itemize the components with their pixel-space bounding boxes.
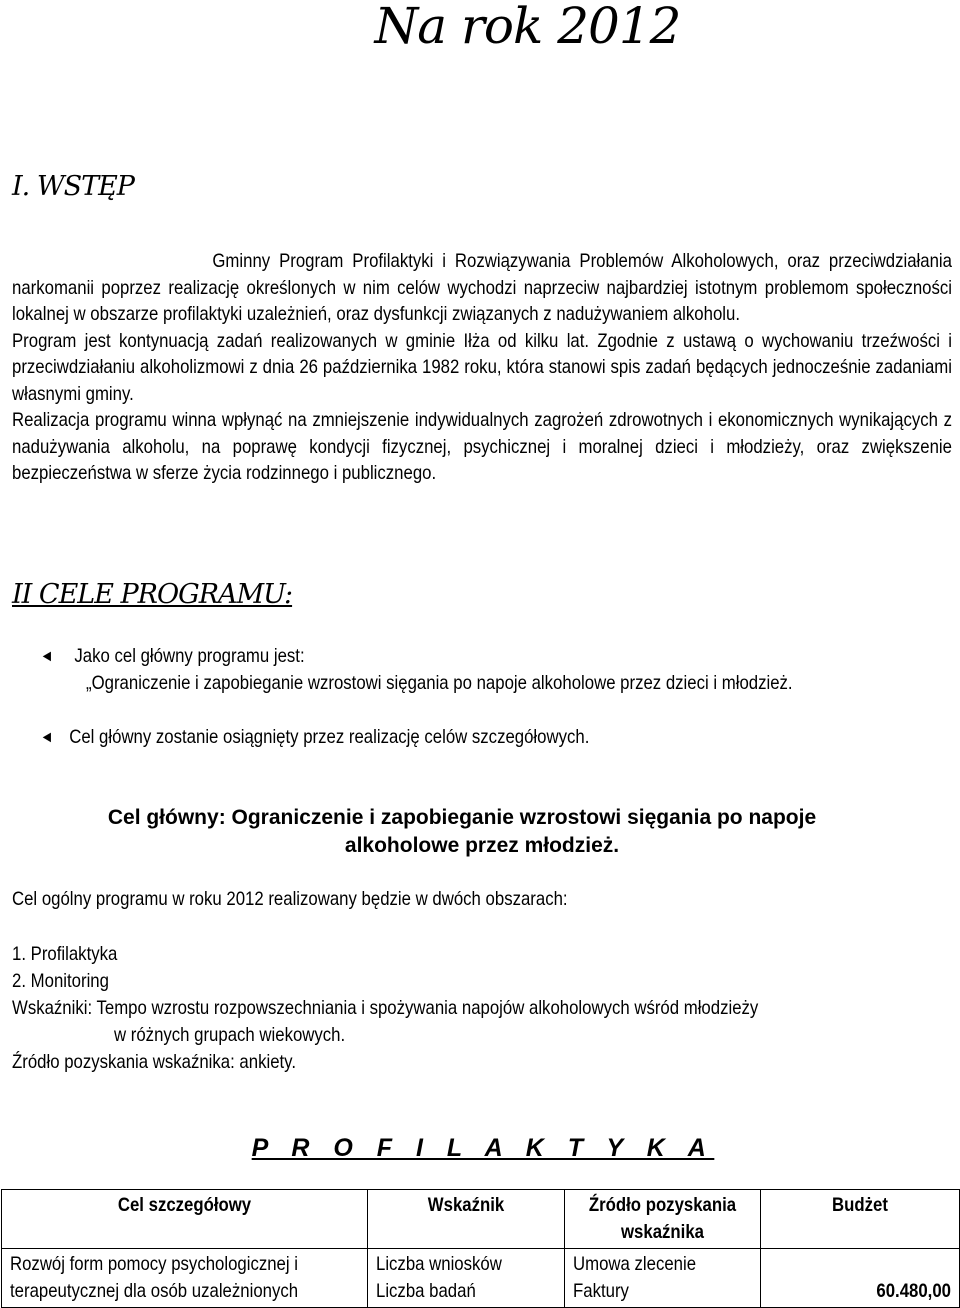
goal-bullet-2-text: Cel główny zostanie osiągnięty przez realizację celów szczegółowych. [69,726,590,748]
table-cell-indicator: Liczba wniosków Liczba badań [368,1249,565,1308]
table-cell-source: Umowa zlecenie Faktury [565,1249,761,1308]
document-title: Na rok 2012 [374,0,681,55]
table-header-cell: Cel szczegółowy [2,1190,368,1249]
intro-paragraph-1: Gminny Program Profilaktyki i Rozwiązywania Problemów Alkoholowych, oraz przeciwdziałania narkomanii poprzez realizację określonych w nim celów wychodzi naprzeciw najbardziej istotnym problemom społeczności lokalnej w obszarze profilaktyki uzależnień, oraz dysfunkcji związanych z nadużywaniem alkoholu. [12,250,952,325]
indicators-line-1: Wskaźniki: Tempo wzrostu rozpowszechniania i spożywania napojów alkoholowych wśród młodzieży [12,997,759,1019]
goal-bullet-1 [40,643,305,670]
table-header-cell: Budżet [761,1190,960,1249]
main-goal-line-1: Cel główny: Ograniczenie i zapobieganie wzrostowi sięgania po napoje [107,806,817,829]
indicator-source: Źródło pozyskania wskaźnika: ankiety. [12,1051,296,1073]
section-heading-cele: II CELE PROGRAMU: [12,579,293,610]
table-cell-goal: Rozwój form pomocy psychologicznej i terapeutycznej dla osób uzależnionych [2,1249,368,1308]
intro-text [12,248,952,487]
profilaktyka-heading: P R O F I L A K T Y K A [251,1134,715,1162]
goal-bullet-1-text: Jako cel główny programu jest: [74,645,305,667]
indicators-line-2: w różnych grupach wiekowych. [114,1024,346,1046]
table-cell-budget: 60.480,00 [761,1249,960,1308]
bullet-arrow-icon: ◄ [40,729,54,746]
area-item-1: 1. Profilaktyka [12,943,118,965]
section-heading-wstep: I. WSTĘP [12,171,134,202]
general-goal-text: Cel ogólny programu w roku 2012 realizowany będzie w dwóch obszarach: [12,888,568,910]
bullet-arrow-icon: ◄ [40,648,54,665]
main-goal-line-2: alkoholowe przez młodzież. [344,834,620,857]
goal-bullet-2 [40,724,589,751]
area-item-2: 2. Monitoring [12,970,109,992]
table-header-cell: Wskaźnik [368,1190,565,1249]
profilaktyka-table [1,1189,960,1308]
table-row [2,1249,960,1308]
intro-paragraph-3: Realizacja programu winna wpłynąć na zmniejszenie indywidualnych zagrożeń zdrowotnych i ekonomicznych wynikających z nadużywania alkoholu, na poprawę kondycji fizycznej, psychicznej i moralnej dzieci i młodzieży, oraz zwiększenie bezpieczeństwa w sferze życia rodzinnego i publicznego. [12,409,952,484]
table-header-cell: Źródło pozyskania wskaźnika [565,1190,761,1249]
table-header-row [2,1190,960,1249]
intro-paragraph-2: Program jest kontynuacją zadań realizowanych w gminie Iłża od kilku lat. Zgodnie z ustawą o wychowaniu trzeźwości i przeciwdziałaniu alkoholizmowi z dnia 26 października 1982 roku, która stanowi spis zadań będących jednocześnie zadaniami własnymi gminy. [12,329,952,405]
goal-bullet-1-quote: „Ograniczenie i zapobieganie wzrostowi sięgania po napoje alkoholowe przez dzieci i młodzież. [86,672,793,694]
